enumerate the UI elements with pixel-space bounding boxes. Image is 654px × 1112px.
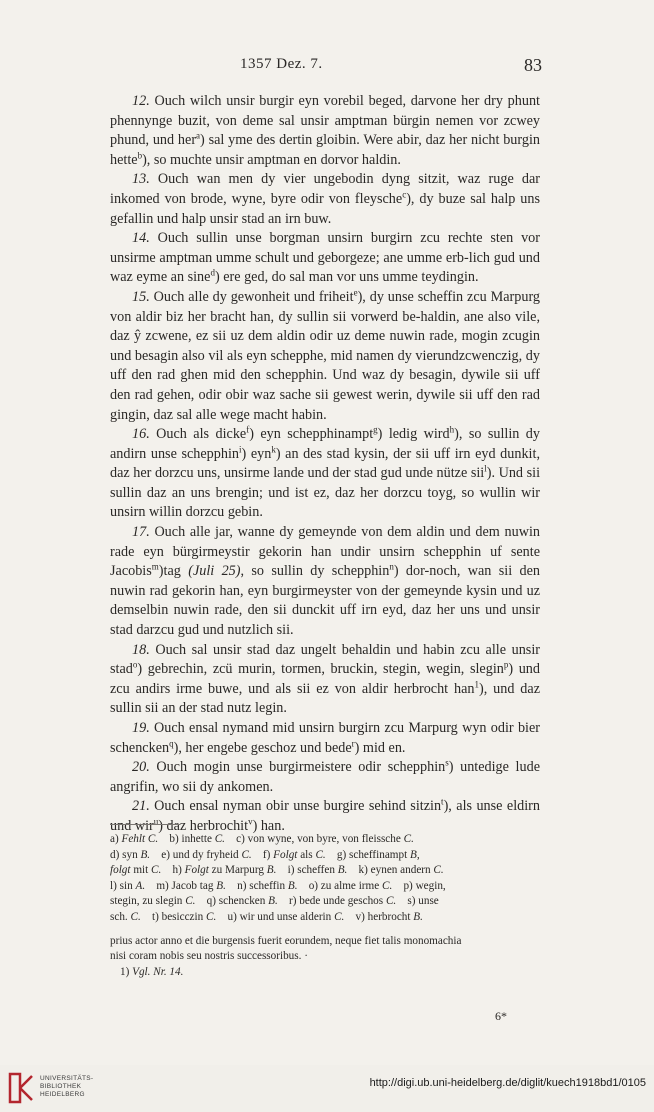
paragraph-text: Ouch wilch unsir burgir eyn vorebil beged, darvone her dry phunt phennynge buzit, von deme sal unsir amptman bürgin nemen vor zcwey phund, und her$^a$) sal yme des dertin gloibin. Were abir, daz her nicht burgin hette$^b$), so muchte unsir amptman en dorvor haldin. [110, 93, 540, 168]
variant-note-line: d) syn B. e) und dy fryheid C. f) Folgt als C. g) scheffinampt B, [110, 848, 420, 861]
variant-note-line: l) sin A. m) Jacob tag B. n) scheffin B. o) zu alme irme C. p) wegin, [110, 879, 446, 892]
footnotes [110, 832, 540, 980]
paragraph [110, 797, 540, 836]
paragraph-number: 20. [132, 759, 157, 776]
library-name [40, 1075, 93, 1099]
paragraph-number: 12. [132, 93, 155, 109]
paragraph-number: 21. [132, 798, 155, 815]
paragraph-number: 18. [132, 641, 156, 658]
paragraph-number: 17. [132, 524, 155, 541]
paragraph-text: Ouch ensal nymand mid unsirn burgirn zcu Marpurg wyn odir bier schencken$^q$), her engebe geschoz und bede$^r$) mid en. [110, 720, 540, 756]
paragraph [110, 288, 540, 425]
paragraph-text: Ouch sal unsir stad daz ungelt behaldin und habin zcu alle unsir stad$^o$) gebrechin, zcü murin, tormen, bruckin, stegin, wegin, slegin$^p$) und zcu andirs irme buwe, und als sii ez von aldir herbrocht han$^1$), und daz sullin sii an der stad nutz legin. [110, 641, 540, 717]
notes-gap [110, 926, 540, 934]
paragraph-text: Ouch alle dy gewonheit und friheit$^e$), dy unse scheffin zcu Marpurg von aldir biz her bracht han, dy sullin sii vorwerd be-haldin, ane also vile, daz ŷ zcwene, ez sii uz dem aldin odir uz deme nuwin rade, mogin zcugin und besagin also vil als eyn schepphe, mid namen dy vierundzcwenczig, dy uff den rad ghen mid den schepphin. Und waz dy besagin, dywile sii uff den rad gehen, odir obir waz sache sii gewest werin, dywile sii uff den rad gingin, daz sal alle wege macht habin. [110, 287, 541, 423]
paragraph [110, 229, 540, 288]
library-name-line3: HEIDELBERG [40, 1091, 85, 1098]
paragraph [110, 425, 540, 523]
page-number: 83 [524, 55, 542, 75]
variant-note-line: sch. C. t) besicczin C. u) wir und unse alderin C. v) herbrocht B. [110, 910, 423, 923]
paragraph [110, 170, 540, 229]
variant-note-line: stegin, zu slegin C. q) schencken B. r) bede unde geschos C. s) unse [110, 895, 439, 908]
paragraph [110, 641, 540, 719]
paragraph-number: 15. [132, 288, 154, 305]
variant-note-line: a) Fehlt C. b) inhette C. c) von wyne, von byre, von fleissche C. [110, 833, 414, 845]
paragraph-text: Ouch mogin unse burgirmeistere odir schepphin$^s$) untedige lude angrifin, wo sii dy ankomen. [110, 757, 540, 795]
reference-note: 1) Vgl. Nr. 14. [120, 965, 184, 978]
library-name-line1: UNIVERSITÄTS- [40, 1075, 94, 1082]
paragraph-number: 13. [132, 171, 158, 188]
paragraph-text: Ouch als dicke$^f$) eyn schepphinampt$^g$) ledig wird$^h$), so sullin dy andirn unse schepphin$^i$) eyn$^k$) an des stad kysin, der sii uff irn eyd dunkit, daz her dorzcu uns, unsirme lande und der stad gud unde nütze sii$^l$). Und sii sullin daz an uns brengin; und ist ez, daz her dorzcu toyg, so wullin wir unsirn willin dorzcu gebin. [110, 424, 541, 521]
paragraph [110, 758, 540, 797]
variant-note-line: folgt mit C. h) Folgt zu Marpurg B. i) scheffen B. k) eynen andern C. [110, 864, 444, 877]
paragraph [110, 523, 540, 641]
latin-note-line: prius actor anno et die burgensis fuerit eorundem, neque fiet talis monomachia [110, 934, 462, 947]
paragraph-number: 19. [132, 720, 155, 736]
library-name-line2: BIBLIOTHEK [40, 1083, 82, 1090]
library-logo-icon [8, 1072, 36, 1104]
paragraph-text: Ouch alle jar, wanne dy gemeynde von dem aldin und dem nuwin rade eyn bürgirmeystir gekorin han undir unsirn schepphin uf sente Jacobis$^m$)tag (Juli 25), so sullin dy schepphin$^n$) dor-noch, wan sii den nuwin rad gekorin han, eyn burgirmeyster von der gemeynde kysin und uz demselbin nuwin rade, den sii dunckit uff irn eyd, daz her uns und unsir stad darzcu gud und nutzlich sii. [110, 524, 541, 639]
paragraph-text: Ouch ensal nyman obir unse burgire sehind sitzin$^t$), als unse eldirn und wir$^u$) daz herbrochit$^v$) han. [110, 796, 540, 834]
latin-note-line: nisi coram nobis seu nostris successoribus. · [110, 950, 308, 963]
viewer-footer [0, 1065, 654, 1112]
running-head [0, 56, 654, 78]
paragraph-number: 16. [132, 426, 157, 443]
footnote-rule [110, 824, 180, 825]
paragraph-number: 14. [132, 230, 158, 247]
paragraph-text: Ouch wan men dy vier ungebodin dyng sitzit, waz ruge dar inkomed von brode, wyne, byre odir von fleysche$^c$), dy buze sal halp uns gefallin und halp unsir stad an irn buw. [110, 171, 541, 227]
running-head-title: 1357 Dez. 7. [240, 56, 323, 72]
source-url-link[interactable]: http://digi.ub.uni-heidelberg.de/diglit/kuech1918bd1/0105 [369, 1077, 646, 1089]
paragraph-text: Ouch sullin unse borgman unsirn burgirn zcu rechte sten vor unsirme amptman umme schult und geborgeze; ane umme erb-lich gud und waz eyme an sine$^d$) ere ged, do sal man vor uns umme teydingin. [110, 230, 540, 286]
main-text [110, 92, 540, 837]
signature-mark: 6* [495, 1009, 507, 1023]
paragraph [110, 719, 540, 758]
paragraph [110, 92, 540, 170]
